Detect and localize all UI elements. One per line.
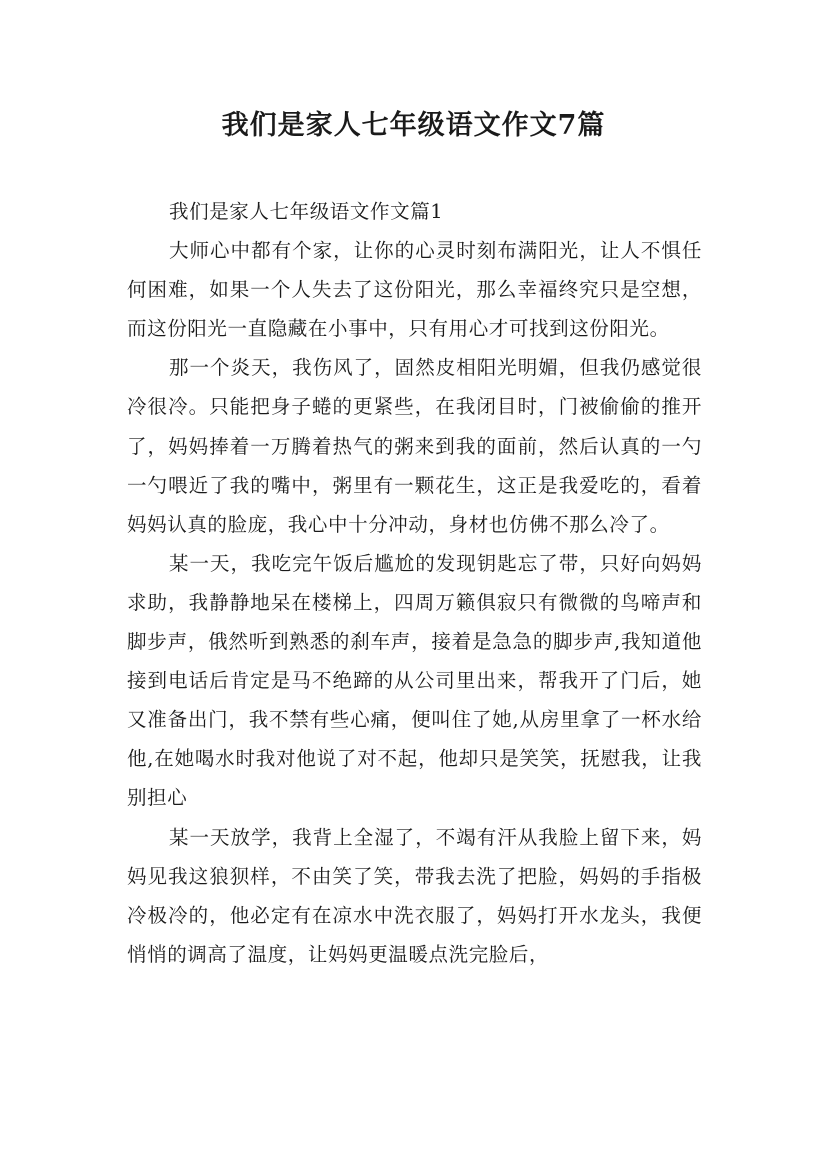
section-heading: 我们是家人七年级语文作文篇1	[169, 200, 444, 223]
document-body	[127, 192, 702, 974]
document-title: 我们是家人七年级语文作文7篇	[221, 110, 606, 141]
paragraph-3: 某一天，我吃完午饭后尴尬的发现钥匙忘了带，只好向妈妈求助，我静静地呆在楼梯上，四周万籁俱寂只有微微的鸟啼声和脚步声，俄然听到熟悉的刹车声，接着是急急的脚步声,我知道他接到电话后肯定是马不绝蹄的从公司里出来，帮我开了门后，她又准备出门，我不禁有些心痛，便叫住了她,从房里拿了一杯水给他,在她喝水时我对他说了对不起，他却只是笑笑，抚慰我，让我别担心	[127, 551, 702, 810]
paragraph-1: 大师心中都有个家，让你的心灵时刻布满阳光，让人不惧任何困难，如果一个人失去了这份阳光，那么幸福终究只是空想，而这份阳光一直隐藏在小事中，只有用心才可找到这份阳光。	[127, 239, 702, 341]
paragraph-4: 某一天放学，我背上全湿了，不竭有汗从我脸上留下来，妈妈见我这狼狈样，不由笑了笑，带我去洗了把脸，妈妈的手指极冷极冷的，他必定有在凉水中洗衣服了，妈妈打开水龙头，我便悄悄的调高了温度，让妈妈更温暖点洗完脸后，	[127, 825, 702, 966]
paragraph-2: 那一个炎天，我伤风了，固然皮相阳光明媚，但我仍感觉很冷很冷。只能把身子蜷的更紧些，在我闭目时，门被偷偷的推开了，妈妈捧着一万腾着热气的粥来到我的面前，然后认真的一勺一勺喂近了我的嘴中，粥里有一颗花生，这正是我爱吃的，看着妈妈认真的脸庞，我心中十分冲动，身材也仿佛不那么冷了。	[127, 356, 702, 536]
